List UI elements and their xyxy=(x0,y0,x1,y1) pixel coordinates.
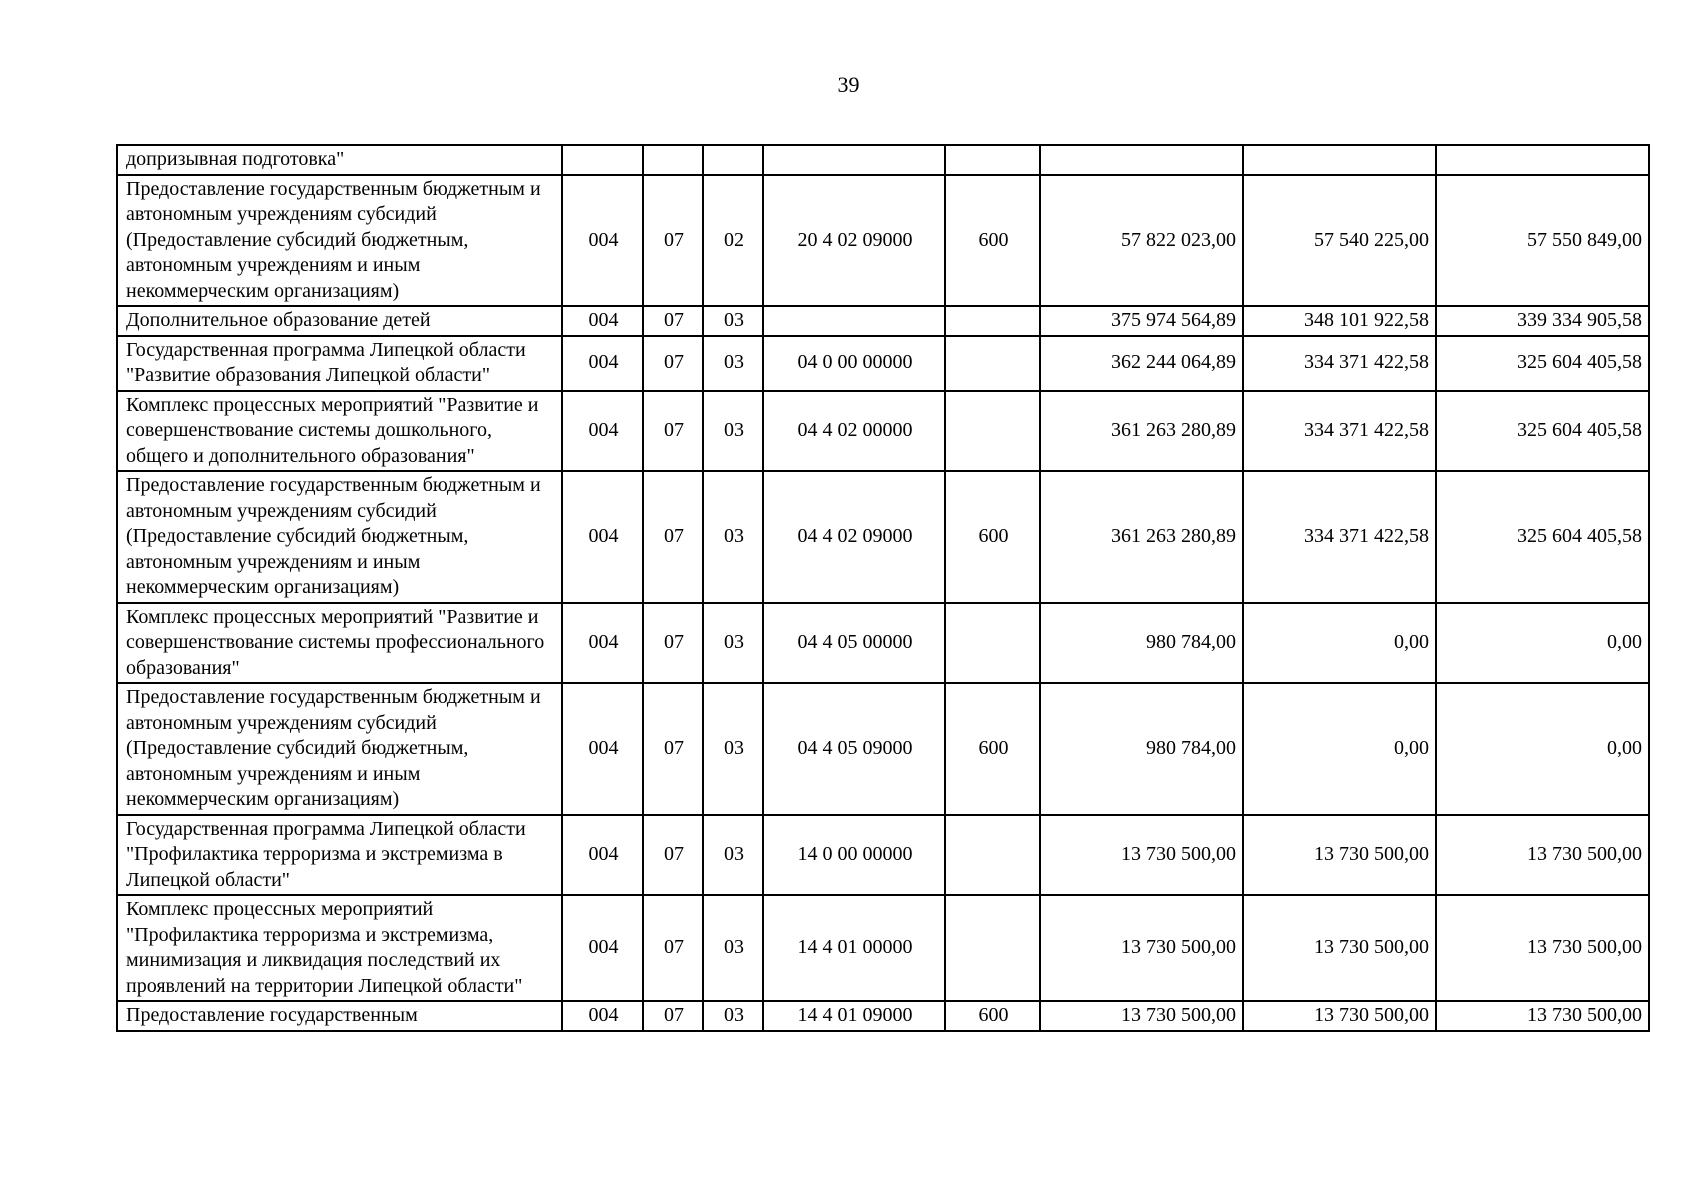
subsection-code-cell: 03 xyxy=(703,336,763,391)
section-code-cell: 07 xyxy=(643,1001,703,1031)
section-code-cell: 07 xyxy=(643,603,703,684)
row-name-cell: Предоставление государственным бюджетным и автономным учреждениям субсидий (Предоставление субсидий бюджетным, автономным учреждениям и иным некоммерческим организациям) xyxy=(117,683,562,815)
target-article-cell: 04 4 05 09000 xyxy=(763,683,945,815)
amount-year-2-cell: 13 730 500,00 xyxy=(1243,815,1436,896)
subsection-code-cell: 03 xyxy=(703,683,763,815)
amount-year-2-cell: 0,00 xyxy=(1243,683,1436,815)
expense-type-cell xyxy=(945,895,1040,1001)
ministry-code-cell: 004 xyxy=(562,603,643,684)
table-row xyxy=(117,815,1649,896)
row-name-cell: допризывная подготовка" xyxy=(117,145,562,175)
subsection-code-cell xyxy=(703,145,763,175)
expense-type-cell: 600 xyxy=(945,471,1040,603)
ministry-code-cell xyxy=(562,145,643,175)
table-row xyxy=(117,1001,1649,1031)
section-code-cell: 07 xyxy=(643,471,703,603)
page-number: 39 xyxy=(837,72,860,97)
target-article-cell: 14 4 01 09000 xyxy=(763,1001,945,1031)
amount-year-3-cell: 57 550 849,00 xyxy=(1436,175,1649,307)
expense-type-cell xyxy=(945,306,1040,336)
subsection-code-cell: 03 xyxy=(703,815,763,896)
amount-year-1-cell: 57 822 023,00 xyxy=(1040,175,1243,307)
amount-year-3-cell: 0,00 xyxy=(1436,603,1649,684)
row-name-cell: Предоставление государственным xyxy=(117,1001,562,1031)
table-row xyxy=(117,683,1649,815)
amount-year-2-cell: 348 101 922,58 xyxy=(1243,306,1436,336)
section-code-cell xyxy=(643,145,703,175)
table-row xyxy=(117,306,1649,336)
amount-year-3-cell: 339 334 905,58 xyxy=(1436,306,1649,336)
amount-year-3-cell: 325 604 405,58 xyxy=(1436,471,1649,603)
table-row xyxy=(117,471,1649,603)
target-article-cell: 04 0 00 00000 xyxy=(763,336,945,391)
ministry-code-cell: 004 xyxy=(562,306,643,336)
table-row xyxy=(117,603,1649,684)
table-row xyxy=(117,336,1649,391)
target-article-cell xyxy=(763,145,945,175)
section-code-cell: 07 xyxy=(643,175,703,307)
section-code-cell: 07 xyxy=(643,391,703,472)
amount-year-2-cell: 0,00 xyxy=(1243,603,1436,684)
ministry-code-cell: 004 xyxy=(562,895,643,1001)
row-name-cell: Предоставление государственным бюджетным и автономным учреждениям субсидий (Предоставление субсидий бюджетным, автономным учреждениям и иным некоммерческим организациям) xyxy=(117,175,562,307)
amount-year-3-cell xyxy=(1436,145,1649,175)
expense-type-cell xyxy=(945,815,1040,896)
amount-year-2-cell xyxy=(1243,145,1436,175)
ministry-code-cell: 004 xyxy=(562,815,643,896)
table-row xyxy=(117,391,1649,472)
amount-year-1-cell: 13 730 500,00 xyxy=(1040,1001,1243,1031)
expense-type-cell xyxy=(945,145,1040,175)
target-article-cell: 04 4 05 00000 xyxy=(763,603,945,684)
subsection-code-cell: 03 xyxy=(703,471,763,603)
target-article-cell: 14 0 00 00000 xyxy=(763,815,945,896)
ministry-code-cell: 004 xyxy=(562,1001,643,1031)
subsection-code-cell: 03 xyxy=(703,895,763,1001)
table-row xyxy=(117,175,1649,307)
expense-type-cell xyxy=(945,336,1040,391)
ministry-code-cell: 004 xyxy=(562,683,643,815)
subsection-code-cell: 03 xyxy=(703,391,763,472)
amount-year-2-cell: 334 371 422,58 xyxy=(1243,336,1436,391)
expense-type-cell xyxy=(945,391,1040,472)
amount-year-1-cell: 362 244 064,89 xyxy=(1040,336,1243,391)
row-name-cell: Комплекс процессных мероприятий "Развитие и совершенствование системы дошкольного, общего и дополнительного образования" xyxy=(117,391,562,472)
amount-year-1-cell: 980 784,00 xyxy=(1040,603,1243,684)
row-name-cell: Государственная программа Липецкой области "Развитие образования Липецкой области" xyxy=(117,336,562,391)
expense-type-cell: 600 xyxy=(945,1001,1040,1031)
table-row xyxy=(117,145,1649,175)
subsection-code-cell: 03 xyxy=(703,306,763,336)
amount-year-1-cell: 13 730 500,00 xyxy=(1040,895,1243,1001)
amount-year-1-cell: 13 730 500,00 xyxy=(1040,815,1243,896)
target-article-cell xyxy=(763,306,945,336)
target-article-cell: 20 4 02 09000 xyxy=(763,175,945,307)
section-code-cell: 07 xyxy=(643,336,703,391)
amount-year-2-cell: 13 730 500,00 xyxy=(1243,895,1436,1001)
section-code-cell: 07 xyxy=(643,815,703,896)
amount-year-2-cell: 334 371 422,58 xyxy=(1243,471,1436,603)
row-name-cell: Комплекс процессных мероприятий "Профилактика терроризма и экстремизма, минимизация и ликвидация последствий их проявлений на территории Липецкой области" xyxy=(117,895,562,1001)
row-name-cell: Государственная программа Липецкой области "Профилактика терроризма и экстремизма в Липецкой области" xyxy=(117,815,562,896)
subsection-code-cell: 03 xyxy=(703,1001,763,1031)
expense-type-cell xyxy=(945,603,1040,684)
subsection-code-cell: 02 xyxy=(703,175,763,307)
subsection-code-cell: 03 xyxy=(703,603,763,684)
table-row xyxy=(117,895,1649,1001)
amount-year-2-cell: 57 540 225,00 xyxy=(1243,175,1436,307)
amount-year-3-cell: 13 730 500,00 xyxy=(1436,1001,1649,1031)
ministry-code-cell: 004 xyxy=(562,336,643,391)
ministry-code-cell: 004 xyxy=(562,391,643,472)
section-code-cell: 07 xyxy=(643,306,703,336)
ministry-code-cell: 004 xyxy=(562,471,643,603)
target-article-cell: 04 4 02 00000 xyxy=(763,391,945,472)
expense-type-cell: 600 xyxy=(945,683,1040,815)
section-code-cell: 07 xyxy=(643,895,703,1001)
amount-year-1-cell: 361 263 280,89 xyxy=(1040,471,1243,603)
amount-year-2-cell: 334 371 422,58 xyxy=(1243,391,1436,472)
section-code-cell: 07 xyxy=(643,683,703,815)
amount-year-3-cell: 13 730 500,00 xyxy=(1436,815,1649,896)
amount-year-1-cell xyxy=(1040,145,1243,175)
amount-year-3-cell: 13 730 500,00 xyxy=(1436,895,1649,1001)
amount-year-3-cell: 325 604 405,58 xyxy=(1436,391,1649,472)
target-article-cell: 14 4 01 00000 xyxy=(763,895,945,1001)
table-body xyxy=(117,145,1649,1031)
ministry-code-cell: 004 xyxy=(562,175,643,307)
amount-year-1-cell: 375 974 564,89 xyxy=(1040,306,1243,336)
amount-year-1-cell: 980 784,00 xyxy=(1040,683,1243,815)
row-name-cell: Комплекс процессных мероприятий "Развитие и совершенствование системы профессионального образования" xyxy=(117,603,562,684)
row-name-cell: Дополнительное образование детей xyxy=(117,306,562,336)
amount-year-2-cell: 13 730 500,00 xyxy=(1243,1001,1436,1031)
budget-table xyxy=(116,144,1650,1032)
row-name-cell: Предоставление государственным бюджетным и автономным учреждениям субсидий (Предоставление субсидий бюджетным, автономным учреждениям и иным некоммерческим организациям) xyxy=(117,471,562,603)
amount-year-3-cell: 325 604 405,58 xyxy=(1436,336,1649,391)
amount-year-1-cell: 361 263 280,89 xyxy=(1040,391,1243,472)
amount-year-3-cell: 0,00 xyxy=(1436,683,1649,815)
expense-type-cell: 600 xyxy=(945,175,1040,307)
target-article-cell: 04 4 02 09000 xyxy=(763,471,945,603)
